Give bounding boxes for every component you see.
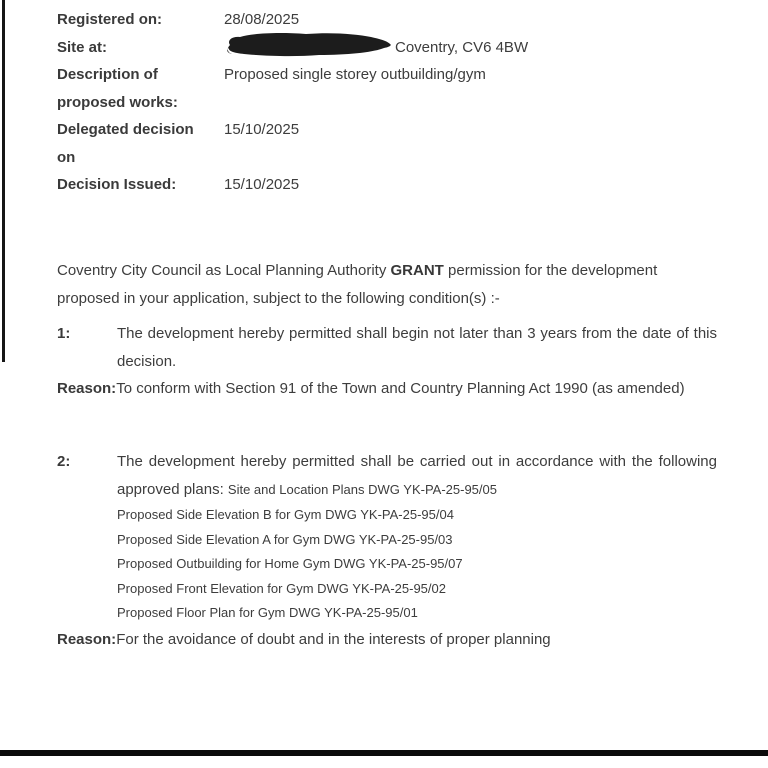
description-label: Description of proposed works: (57, 66, 178, 111)
grant-paragraph-pre: Coventry City Council as Local Planning Authority (57, 262, 391, 279)
plan-item: Proposed Side Elevation B for Gym DWG YK-PA-25-95/04 (117, 507, 454, 522)
decision-issued-value: 15/10/2025 (224, 176, 300, 193)
condition-1-number: 1: (57, 325, 71, 342)
plan-item: Proposed Side Elevation A for Gym DWG YK-PA-25-95/03 (117, 531, 453, 547)
detail-row-site-at (57, 34, 727, 62)
site-at-label: Site at: (57, 38, 108, 56)
condition-2-number: 2: (57, 453, 71, 470)
condition-2-text (117, 448, 717, 503)
condition-2-text-main: The development hereby permitted shall be carried out in accordance with the following approved plans: (117, 453, 717, 498)
condition-2 (57, 448, 719, 653)
plan-item: Proposed Outbuilding for Home Gym DWG YK-PA-25-95/07 (117, 556, 463, 572)
condition-2-reason (57, 626, 719, 654)
plan-item: Proposed Front Elevation for Gym DWG YK-PA-25-95/02 (117, 580, 446, 596)
approved-plans-list (117, 503, 717, 626)
condition-2-first-plan: Site and Location Plans DWG YK-PA-25-95/05 (227, 481, 497, 497)
condition-2-reason-label: Reason: (57, 630, 117, 648)
condition-1-text: The development hereby permitted shall begin not later than 3 years from the date of this decision. (117, 325, 717, 370)
condition-1-reason (57, 375, 719, 403)
registered-on-value: 28/08/2025 (224, 11, 300, 28)
plan-item: Proposed Floor Plan for Gym DWG YK-PA-25-95/01 (117, 605, 418, 621)
condition-1 (57, 320, 719, 403)
condition-1-reason-text: To conform with Section 91 of the Town and Country Planning Act 1990 (as amended) (116, 380, 685, 397)
decision-issued-label: Decision Issued: (57, 176, 177, 193)
detail-row-registered-on (57, 6, 727, 34)
registered-on-label: Registered on: (57, 11, 163, 28)
condition-1-reason-label: Reason: (57, 380, 117, 397)
grant-keyword: GRANT (390, 262, 444, 279)
site-at-value (224, 34, 727, 62)
description-value: Proposed single storey outbuilding/gym (224, 66, 486, 83)
detail-row-decision-issued (57, 171, 727, 199)
redaction-scribble-icon (224, 32, 392, 58)
detail-row-description (57, 61, 727, 116)
application-details (57, 6, 727, 199)
page-bottom-rule (0, 750, 768, 756)
delegated-decision-label: Delegated decision on (57, 121, 194, 166)
detail-row-delegated-decision (57, 116, 727, 171)
condition-2-reason-text: For the avoidance of doubt and in the interests of proper planning (116, 630, 551, 648)
delegated-decision-value: 15/10/2025 (224, 121, 300, 138)
left-scan-edge-line (2, 0, 5, 362)
grant-paragraph (57, 257, 719, 313)
site-at-text: Coventry, CV6 4BW (395, 38, 529, 56)
grant-paragraph-post: permission for the development proposed in your application, subject to the following condition(s) :- (57, 262, 658, 307)
